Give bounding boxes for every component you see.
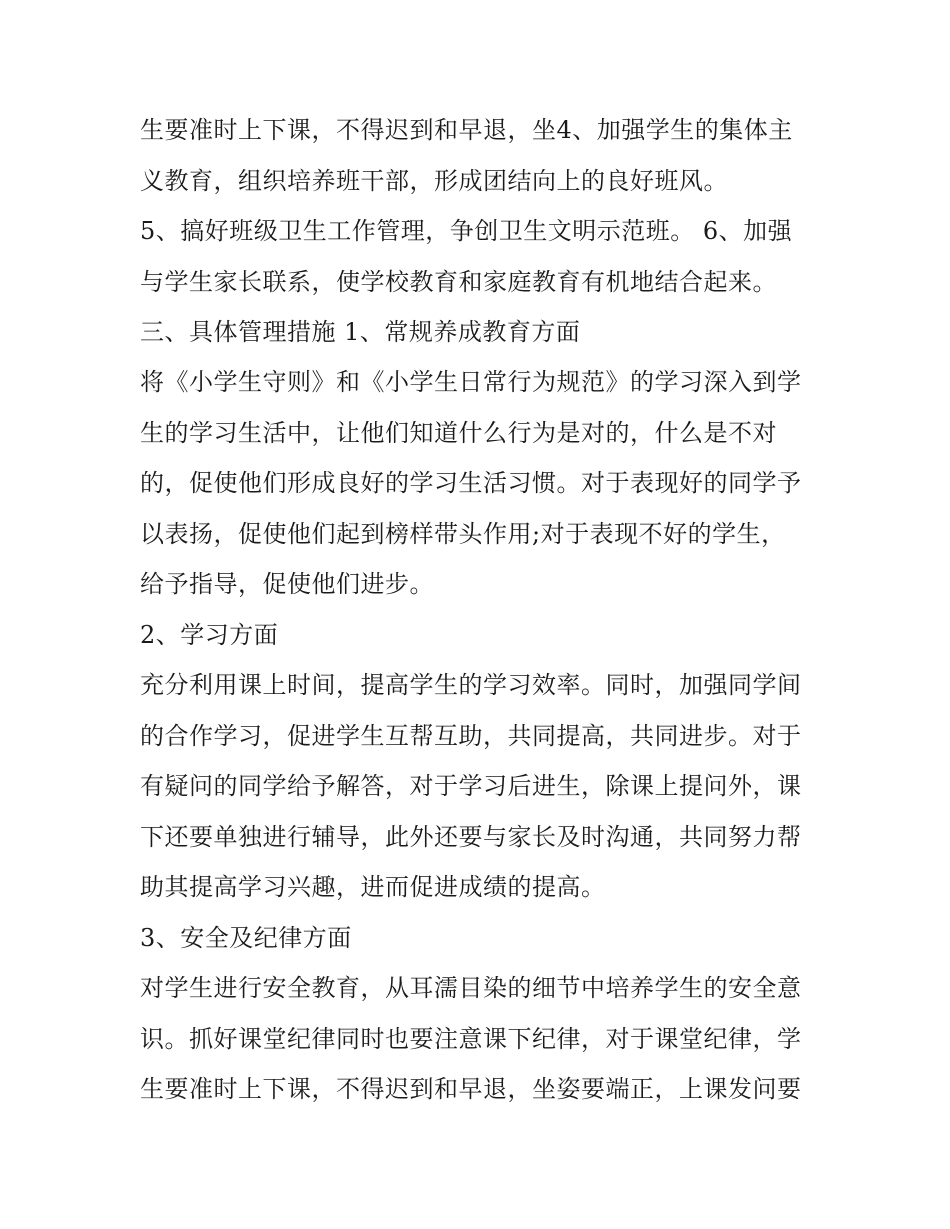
text-line: 生要准时上下课，不得迟到和早退，坐姿要端正，上课发问要 [140,1075,802,1103]
text-line: 下还要单独进行辅导，此外还要与家长及时沟通，共同努力帮 [140,823,802,851]
text-line: 以表扬，促使他们起到榜样带头作用;对于表现不好的学生， [140,520,786,548]
text-line: 给予指导，促使他们进步。 [140,570,434,598]
section-heading: 2、学习方面 [140,621,279,649]
text-line: 识。抓好课堂纪律同时也要注意课下纪律，对于课堂纪律，学 [140,1025,802,1053]
text-line: 与学生家长联系，使学校教育和家庭教育有机地结合起来。 [140,268,777,296]
text-line: 有疑问的同学给予解答，对于学习后进生，除课上提问外，课 [140,772,802,800]
text-line: 充分利用课上时间，提高学生的学习效率。同时，加强同学间 [140,671,802,699]
text-line: 对学生进行安全教育，从耳濡目染的细节中培养学生的安全意 [140,974,802,1002]
text-line: 5、搞好班级卫生工作管理，争创卫生文明示范班。 6、加强 [140,217,793,245]
text-line: 助其提高学习兴趣，进而促进成绩的提高。 [140,873,606,901]
section-heading: 3、安全及纪律方面 [140,924,352,952]
text-line: 的合作学习，促进学生互帮互助，共同提高，共同进步。对于 [140,722,802,750]
text-line: 义教育，组织培养班干部，形成团结向上的良好班风。 [140,167,728,195]
text-line: 的，促使他们形成良好的学习生活习惯。对于表现好的同学予 [140,469,802,497]
text-line: 生要准时上下课，不得迟到和早退，坐4、加强学生的集体主 [140,116,793,144]
text-line: 生的学习生活中，让他们知道什么行为是对的，什么是不对 [140,419,777,447]
text-line: 将《小学生守则》和《小学生日常行为规范》的学习深入到学 [140,368,802,396]
section-heading: 三、具体管理措施 1、常规养成教育方面 [140,318,581,346]
